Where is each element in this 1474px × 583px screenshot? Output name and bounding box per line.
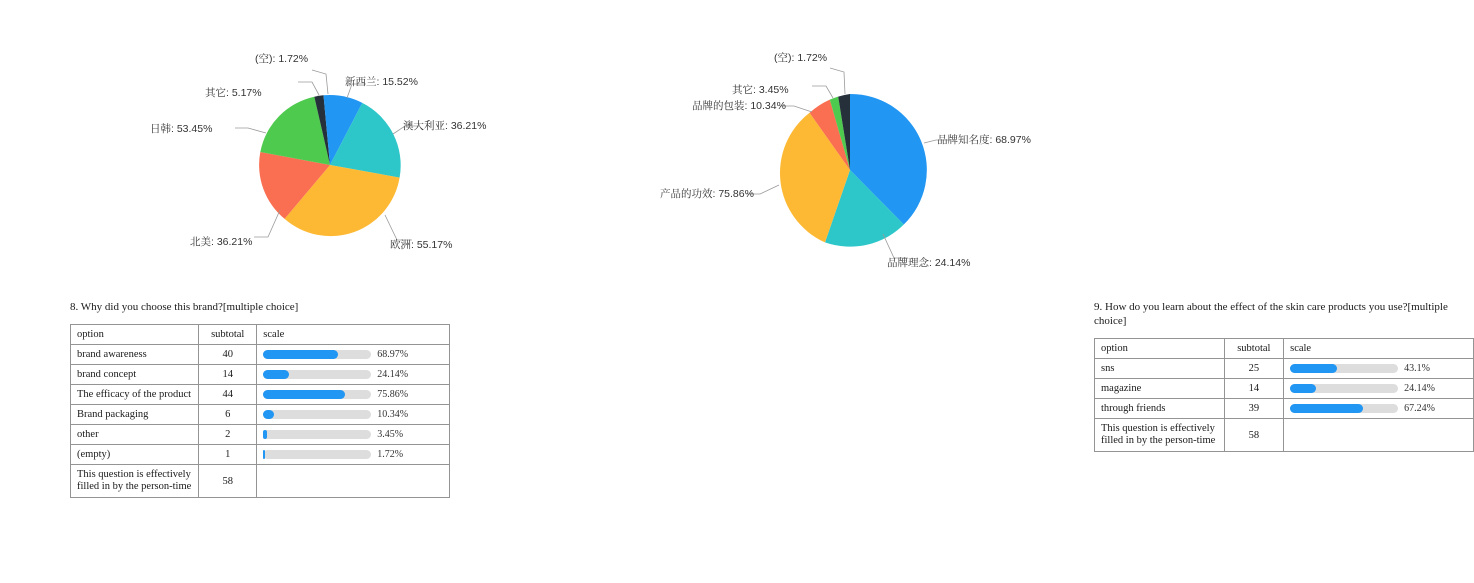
row-scale xyxy=(257,405,450,425)
row-option: sns xyxy=(1095,359,1225,379)
left-question-block xyxy=(70,300,450,498)
row-subtotal: 39 xyxy=(1224,399,1284,419)
right-page xyxy=(512,0,1448,583)
row-subtotal: 44 xyxy=(199,385,257,405)
bar-percent: 10.34% xyxy=(377,409,409,420)
table-row xyxy=(1095,379,1474,399)
pie-label-aodaliya: 澳大利亚: 36.21% xyxy=(403,120,487,132)
row-option: through friends xyxy=(1095,399,1225,419)
row-subtotal: 40 xyxy=(199,345,257,365)
bar-fill xyxy=(263,430,267,439)
leader-beimei xyxy=(254,210,280,237)
bar-track xyxy=(263,370,371,379)
table-header-row xyxy=(71,325,450,345)
leader-empty xyxy=(830,68,845,94)
bar-row xyxy=(263,349,443,360)
bar-fill xyxy=(263,350,337,359)
bar-percent: 67.24% xyxy=(1404,403,1435,414)
row-option: This question is effectively filled in by the person-time xyxy=(1095,419,1225,452)
bar-fill xyxy=(263,450,265,459)
row-option: brand concept xyxy=(71,365,199,385)
header-option: option xyxy=(71,325,199,345)
right-question-block xyxy=(1094,300,1474,452)
leader-empty xyxy=(312,70,328,94)
pie-label-beimei: 北美: 36.21% xyxy=(190,236,253,248)
row-subtotal: 14 xyxy=(199,365,257,385)
row-option: This question is effectively filled in by the person-time xyxy=(71,465,199,498)
header-subtotal: subtotal xyxy=(199,325,257,345)
table-header-row xyxy=(1095,339,1474,359)
table-row xyxy=(71,365,450,385)
row-subtotal: 14 xyxy=(1224,379,1284,399)
bar-fill xyxy=(263,370,289,379)
bar-fill xyxy=(263,390,345,399)
bar-fill xyxy=(1290,404,1363,413)
bar-percent: 24.14% xyxy=(1404,383,1435,394)
bar-track xyxy=(263,390,371,399)
row-scale xyxy=(257,365,450,385)
pie-label-xinxilan: 新西兰: 15.52% xyxy=(345,76,418,88)
left-page xyxy=(0,0,512,583)
row-subtotal: 2 xyxy=(199,425,257,445)
leader-brand-concept xyxy=(883,234,908,258)
row-option: The efficacy of the product xyxy=(71,385,199,405)
pie-label-empty: (空): 1.72% xyxy=(774,52,828,64)
bar-row xyxy=(263,369,443,380)
bar-track xyxy=(263,350,371,359)
table-row xyxy=(1095,359,1474,379)
row-scale xyxy=(257,465,450,498)
header-scale: scale xyxy=(1284,339,1474,359)
table-row xyxy=(71,425,450,445)
bar-percent: 75.86% xyxy=(377,389,409,400)
bar-percent: 24.14% xyxy=(377,369,409,380)
left-pie-slices xyxy=(259,95,401,236)
row-option: Brand packaging xyxy=(71,405,199,425)
header-scale: scale xyxy=(257,325,450,345)
row-scale xyxy=(1284,399,1474,419)
header-option: option xyxy=(1095,339,1225,359)
right-pie-slices xyxy=(780,94,927,247)
bar-track xyxy=(1290,404,1398,413)
bar-track xyxy=(263,430,371,439)
row-scale xyxy=(1284,359,1474,379)
table-row xyxy=(71,345,450,365)
row-subtotal: 1 xyxy=(199,445,257,465)
row-scale xyxy=(257,385,450,405)
pie-label-efficacy: 产品的功效: 75.86% xyxy=(660,188,754,200)
row-subtotal: 25 xyxy=(1224,359,1284,379)
right-question-title: 9. How do you learn about the effect of the skin care products you use?[multiple choice] xyxy=(1094,301,1448,327)
row-option: (empty) xyxy=(71,445,199,465)
left-results-table xyxy=(70,324,450,498)
row-scale xyxy=(1284,419,1474,452)
row-option: brand awareness xyxy=(71,345,199,365)
row-option: magazine xyxy=(1095,379,1225,399)
bar-track xyxy=(263,450,371,459)
bar-row xyxy=(1290,363,1467,374)
pie-label-empty: (空): 1.72% xyxy=(255,53,309,65)
row-scale xyxy=(257,345,450,365)
leader-rihan xyxy=(235,128,266,133)
table-row xyxy=(71,465,450,498)
bar-fill xyxy=(263,410,274,419)
header-subtotal: subtotal xyxy=(1224,339,1284,359)
table-row xyxy=(71,405,450,425)
leader-other xyxy=(812,86,833,98)
pie-label-ouzhou: 欧洲: 55.17% xyxy=(390,239,453,251)
bar-fill xyxy=(1290,364,1337,373)
bar-row xyxy=(1290,383,1467,394)
pie-label-rihan: 日韩: 53.45% xyxy=(150,123,213,135)
right-pie-chart xyxy=(512,0,1031,290)
bar-row xyxy=(263,409,443,420)
row-option: other xyxy=(71,425,199,445)
leader-ouzhou xyxy=(385,215,412,240)
left-pie-chart xyxy=(0,0,512,290)
table-row xyxy=(1095,399,1474,419)
row-subtotal: 58 xyxy=(199,465,257,498)
table-row xyxy=(71,385,450,405)
pie-label-brand-concept: 品牌理念: 24.14% xyxy=(887,257,971,269)
row-scale xyxy=(257,425,450,445)
bar-percent: 1.72% xyxy=(377,449,404,460)
table-row xyxy=(71,445,450,465)
bar-track xyxy=(1290,384,1398,393)
bar-row xyxy=(263,389,443,400)
row-subtotal: 58 xyxy=(1224,419,1284,452)
bar-fill xyxy=(1290,384,1316,393)
row-scale xyxy=(1284,379,1474,399)
pie-label-other: 其它: 3.45% xyxy=(732,84,789,96)
row-scale xyxy=(257,445,450,465)
bar-track xyxy=(1290,364,1398,373)
left-question-title: 8. Why did you choose this brand?[multiple choice] xyxy=(70,301,299,313)
right-results-table xyxy=(1094,338,1474,452)
bar-row xyxy=(1290,403,1467,414)
leader-qita xyxy=(298,82,319,95)
pie-label-brand-awareness: 品牌知名度: 68.97% xyxy=(937,134,1031,146)
bar-row xyxy=(263,449,443,460)
table-row xyxy=(1095,419,1474,452)
pie-label-packaging: 品牌的包装: 10.34% xyxy=(692,100,786,112)
bar-percent: 3.45% xyxy=(377,429,404,440)
row-subtotal: 6 xyxy=(199,405,257,425)
bar-percent: 43.1% xyxy=(1404,363,1430,374)
bar-percent: 68.97% xyxy=(377,349,409,360)
bar-row xyxy=(263,429,443,440)
bar-track xyxy=(263,410,371,419)
pie-label-qita: 其它: 5.17% xyxy=(205,87,262,99)
